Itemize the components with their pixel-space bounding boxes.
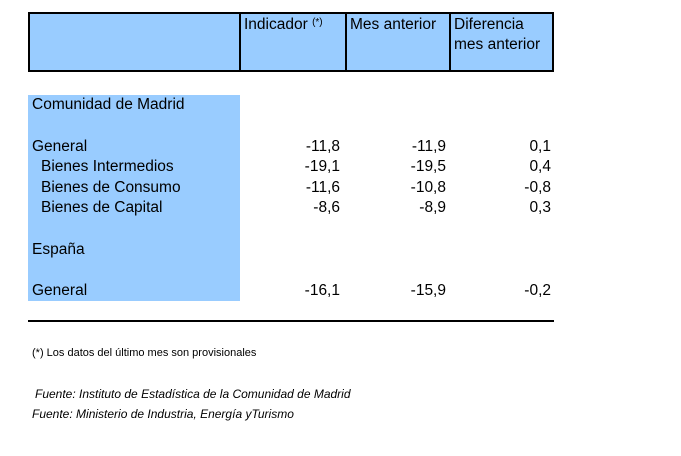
header-mes-anterior (345, 14, 449, 70)
section-title-row (0, 240, 681, 260)
cell-mes-anterior: -8,9 (419, 199, 446, 216)
header-mes-anterior-label: Mes anterior (350, 16, 437, 33)
cell-diferencia: 0,1 (529, 138, 551, 155)
table-row (0, 178, 681, 198)
section-title: Comunidad de Madrid (32, 96, 185, 113)
row-label: General (32, 138, 88, 155)
table-row (0, 157, 681, 177)
table-header (28, 12, 554, 72)
cell-mes-anterior: -10,8 (410, 179, 446, 196)
header-diferencia-line2: mes anterior (454, 36, 541, 53)
cell-diferencia: -0,8 (524, 179, 551, 196)
cell-mes-anterior: -11,9 (411, 138, 446, 155)
header-diferencia (449, 14, 554, 70)
table-row (0, 198, 681, 218)
row-label: Bienes Intermedios (41, 158, 174, 175)
cell-indicador: -11,6 (305, 179, 340, 196)
header-indicador-mark: (*) (312, 17, 323, 28)
section-title-row (0, 95, 681, 115)
row-label: Bienes de Capital (41, 199, 163, 216)
row-label: Bienes de Consumo (41, 179, 181, 196)
section-title: España (32, 241, 85, 258)
cell-diferencia: -0,2 (524, 282, 551, 299)
table-bottom-rule (28, 320, 554, 322)
cell-mes-anterior: -19,5 (410, 158, 446, 175)
header-indicador (239, 14, 345, 70)
cell-diferencia: 0,4 (529, 158, 551, 175)
cell-indicador: -11,8 (305, 138, 340, 155)
source-line: Fuente: Instituto de Estadística de la Comunidad de Madrid (35, 387, 351, 401)
row-label: General (32, 282, 88, 299)
footnote: (*) Los datos del último mes son provisionales (32, 347, 257, 359)
cell-indicador: -16,1 (304, 282, 340, 299)
table-row (0, 281, 681, 301)
header-indicador-label: Indicador (244, 16, 308, 33)
table-row (0, 137, 681, 157)
source-line: Fuente: Ministerio de Industria, Energía yTurismo (32, 407, 294, 421)
cell-diferencia: 0,3 (529, 199, 551, 216)
cell-indicador: -19,1 (304, 158, 340, 175)
cell-mes-anterior: -15,9 (410, 282, 446, 299)
cell-indicador: -8,6 (313, 199, 340, 216)
header-diferencia-line1: Diferencia (454, 16, 524, 33)
